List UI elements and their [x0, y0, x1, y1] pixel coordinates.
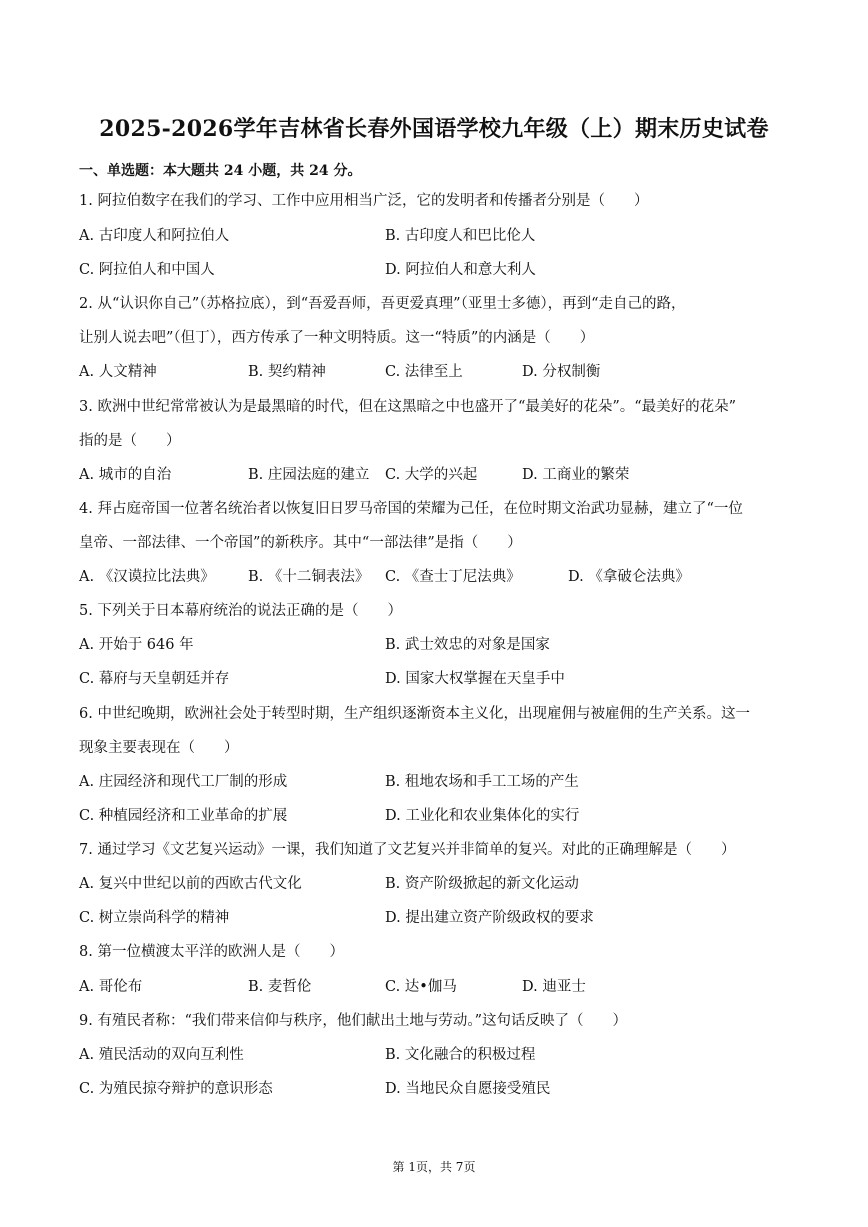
question-7-option-d: D. 提出建立资产阶级政权的要求 [385, 910, 594, 926]
question-3-stem-line-1: 3. 欧洲中世纪常常被认为是最黑暗的时代，但在这黑暗之中也盛开了“最美好的花朵”。“最美好的花朵” [79, 399, 737, 415]
question-2-option-d: D. 分权制衡 [522, 364, 601, 380]
question-7-option-c: C. 树立崇尚科学的精神 [79, 910, 230, 926]
question-8-option-b: B. 麦哲伦 [248, 979, 312, 995]
page-footer: 第 1页，共 7页 [392, 1160, 476, 1174]
question-6-option-d: D. 工业化和农业集体化的实行 [385, 808, 580, 824]
question-8-stem: 8. 第一位横渡太平洋的欧洲人是（ ） [79, 944, 344, 960]
question-2-option-c: C. 法律至上 [385, 364, 463, 380]
question-6-option-c: C. 种植园经济和工业革命的扩展 [79, 808, 288, 824]
question-4-option-d: D. 《拿破仑法典》 [568, 569, 690, 585]
question-2-stem-line-1: 2. 从“认识你自己”（苏格拉底），到“吾爱吾师，吾更爱真理”（亚里士多德），再到“走自己的路， [79, 296, 686, 312]
question-5-option-a: A. 开始于 646 年 [79, 637, 194, 653]
question-8-option-d: D. 迪亚士 [522, 979, 586, 995]
question-4-stem-line-1: 4. 拜占庭帝国一位著名统治者以恢复旧日罗马帝国的荣耀为己任，在位时期文治武功显赫，建立了“一位 [79, 501, 743, 517]
question-2-option-a: A. 人文精神 [79, 364, 157, 380]
question-3-option-a: A. 城市的自治 [79, 467, 172, 483]
question-3-option-b: B. 庄园法庭的建立 [248, 467, 370, 483]
question-2-stem-line-2: 让别人说去吧”（但丁），西方传承了一种文明特质。这一“特质”的内涵是（ ） [79, 330, 595, 346]
question-7-option-b: B. 资产阶级掀起的新文化运动 [385, 876, 579, 892]
question-9-option-d: D. 当地民众自愿接受殖民 [385, 1081, 551, 1097]
question-1-option-d: D. 阿拉伯人和意大利人 [385, 262, 536, 278]
question-6-stem-line-1: 6. 中世纪晚期，欧洲社会处于转型时期，生产组织逐渐资本主义化，出现雇佣与被雇佣的生产关系。这一 [79, 706, 750, 722]
question-1-option-a: A. 古印度人和阿拉伯人 [79, 228, 230, 244]
question-1-stem: 1. 阿拉伯数字在我们的学习、工作中应用相当广泛，它的发明者和传播者分别是（ ） [79, 193, 649, 209]
question-1-option-b: B. 古印度人和巴比伦人 [385, 228, 536, 244]
question-5-option-d: D. 国家大权掌握在天皇手中 [385, 671, 565, 687]
question-4-stem-line-2: 皇帝、一部法律、一个帝国”的新秩序。其中“一部法律”是指（ ） [79, 535, 522, 551]
question-8-option-a: A. 哥伦布 [79, 979, 143, 995]
question-7-option-a: A. 复兴中世纪以前的西欧古代文化 [79, 876, 302, 892]
question-3-option-d: D. 工商业的繁荣 [522, 467, 630, 483]
question-5-option-b: B. 武士效忠的对象是国家 [385, 637, 550, 653]
question-8-option-c: C. 达•伽马 [385, 979, 457, 995]
section-heading: 一、单选题：本大题共 24 小题，共 24 分。 [79, 163, 362, 179]
question-4-option-b: B. 《十二铜表法》 [248, 569, 370, 585]
question-4-option-c: C. 《查士丁尼法典》 [385, 569, 521, 585]
question-3-option-c: C. 大学的兴起 [385, 467, 478, 483]
question-3-stem-line-2: 指的是（ ） [79, 433, 181, 449]
question-9-option-b: B. 文化融合的积极过程 [385, 1047, 536, 1063]
question-6-option-a: A. 庄园经济和现代工厂制的形成 [79, 774, 288, 790]
question-9-stem: 9. 有殖民者称：“我们带来信仰与秩序，他们献出土地与劳动。”这句话反映了（ ） [79, 1013, 628, 1029]
exam-title: 2025-2026学年吉林省长春外国语学校九年级（上）期末历史试卷 [99, 116, 769, 142]
question-5-stem: 5. 下列关于日本幕府统治的说法正确的是（ ） [79, 603, 402, 619]
question-7-stem: 7. 通过学习《文艺复兴运动》一课，我们知道了文艺复兴并非简单的复兴。对此的正确理解是（ ） [79, 842, 736, 858]
question-1-option-c: C. 阿拉伯人和中国人 [79, 262, 215, 278]
question-9-option-c: C. 为殖民掠夺辩护的意识形态 [79, 1081, 273, 1097]
question-6-option-b: B. 租地农场和手工工场的产生 [385, 774, 579, 790]
question-6-stem-line-2: 现象主要表现在（ ） [79, 740, 239, 756]
question-5-option-c: C. 幕府与天皇朝廷并存 [79, 671, 230, 687]
question-2-option-b: B. 契约精神 [248, 364, 326, 380]
question-4-option-a: A. 《汉谟拉比法典》 [79, 569, 215, 585]
question-9-option-a: A. 殖民活动的双向互利性 [79, 1047, 244, 1063]
